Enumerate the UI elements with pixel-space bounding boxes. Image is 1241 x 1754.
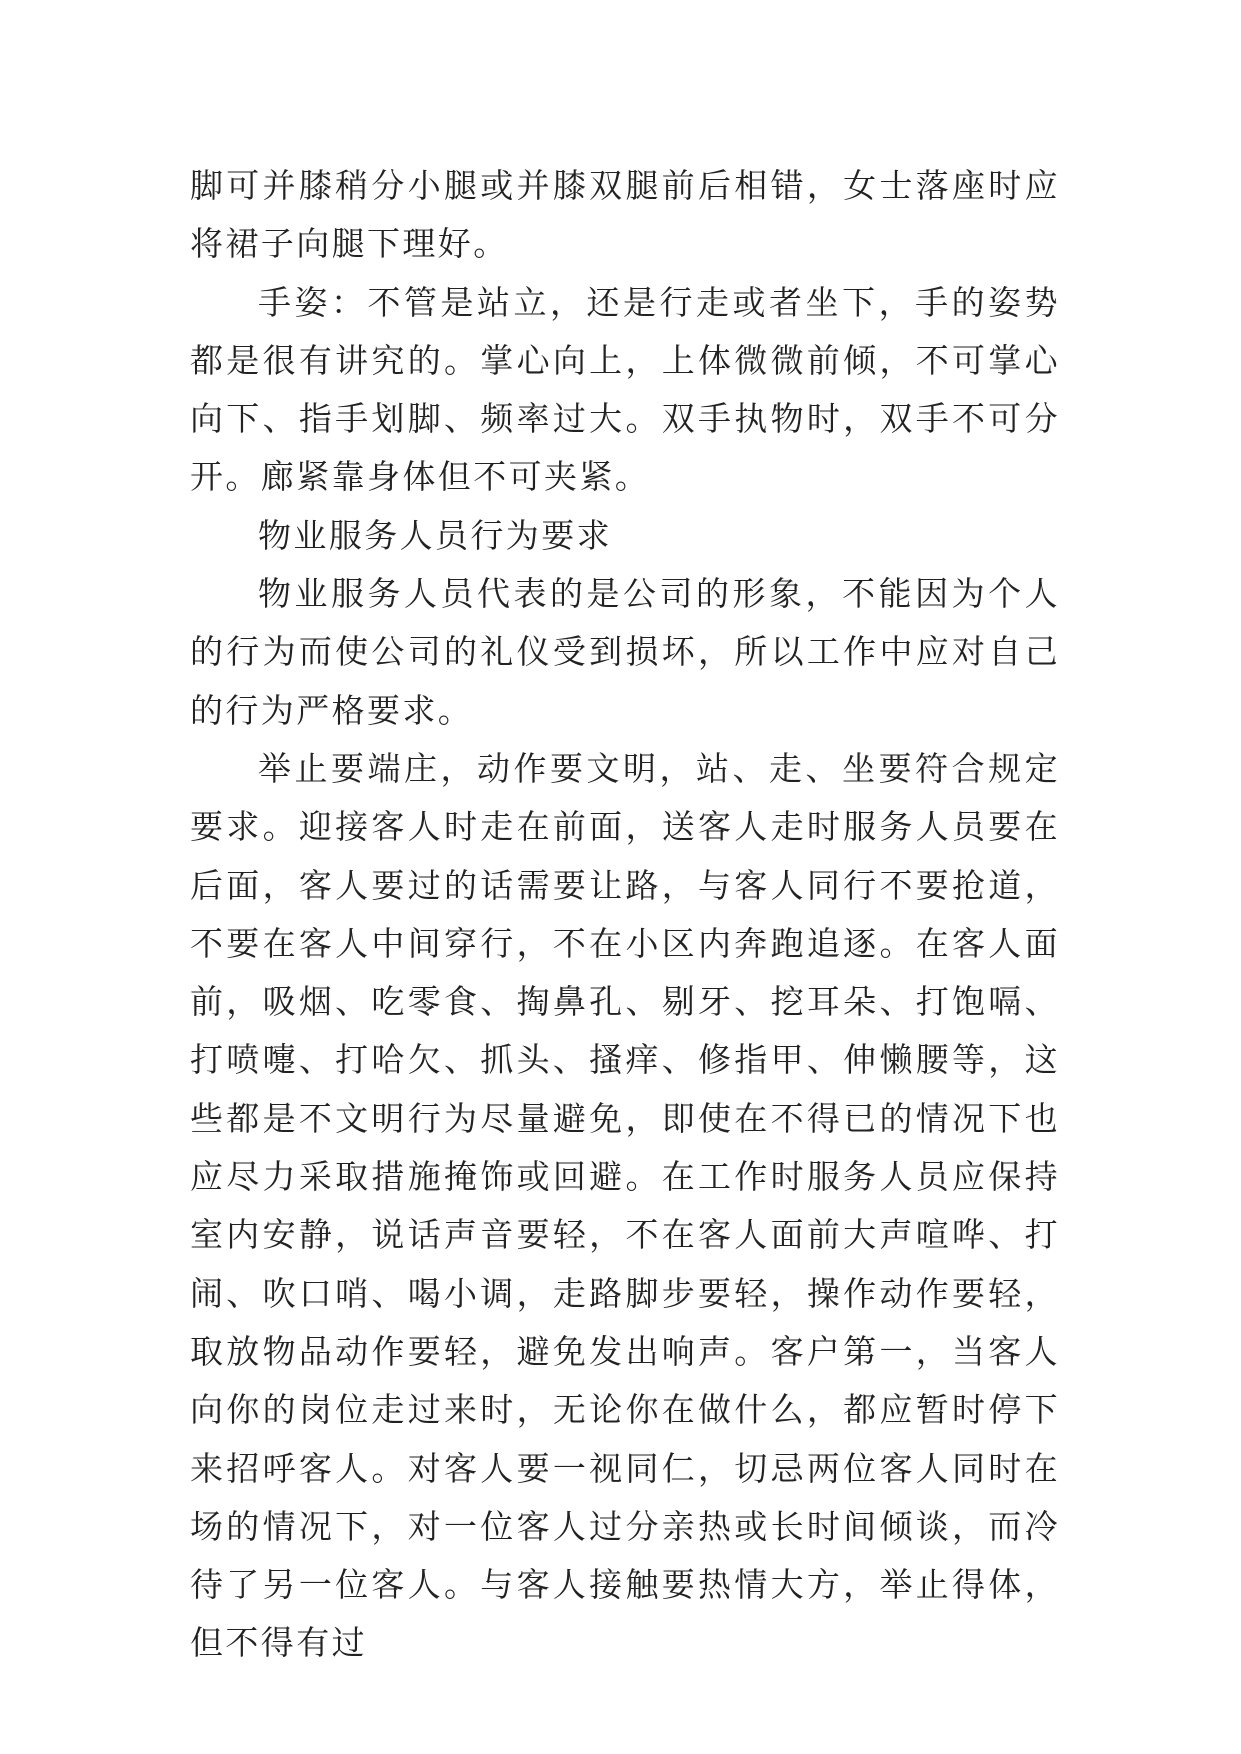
section-heading: 物业服务人员行为要求 [258,515,612,555]
document-body [190,157,1060,1673]
paragraph-seating-continued: 脚可并膝稍分小腿或并膝双腿前后相错，女士落座时应将裙子向腿下理好。 [190,166,1060,264]
paragraph-behavior-intro: 物业服务人员代表的是公司的形象，不能因为个人的行为而使公司的礼仪受到损坏，所以工作中应对自己的行为严格要求。 [190,574,1060,730]
paragraph-hand-posture: 手姿：不管是站立，还是行走或者坐下，手的姿势都是很有讲究的。掌心向上，上体微微前倾，不可掌心向下、指手划脚、频率过大。双手执物时，双手不可分开。廊紧靠身体但不可夹紧。 [190,282,1060,497]
paragraph-behavior-details: 举止要端庄，动作要文明，站、走、坐要符合规定要求。迎接客人时走在前面，送客人走时服务人员要在后面，客人要过的话需要让路，与客人同行不要抢道，不要在客人中间穿行，不在小区内奔跑追逐。在客人面前，吸烟、吃零食、掏鼻孔、剔牙、挖耳朵、打饱嗝、打喷嚏、打哈欠、抓头、搔痒、修指甲、伸懒腰等，这些都是不文明行为尽量避免，即使在不得已的情况下也应尽力采取措施掩饰或回避。在工作时服务人员应保持室内安静，说话声音要轻，不在客人面前大声喧哗、打闹、吹口哨、喝小调，走路脚步要轻，操作动作要轻，取放物品动作要轻，避免发出响声。客户第一，当客人向你的岗位走过来时，无论你在做什么，都应暂时停下来招呼客人。对客人要一视同仁，切忌两位客人同时在场的情况下，对一位客人过分亲热或长时间倾谈，而冷待了另一位客人。与客人接触要热情大方，举止得体，但不得有过 [190,748,1060,1663]
